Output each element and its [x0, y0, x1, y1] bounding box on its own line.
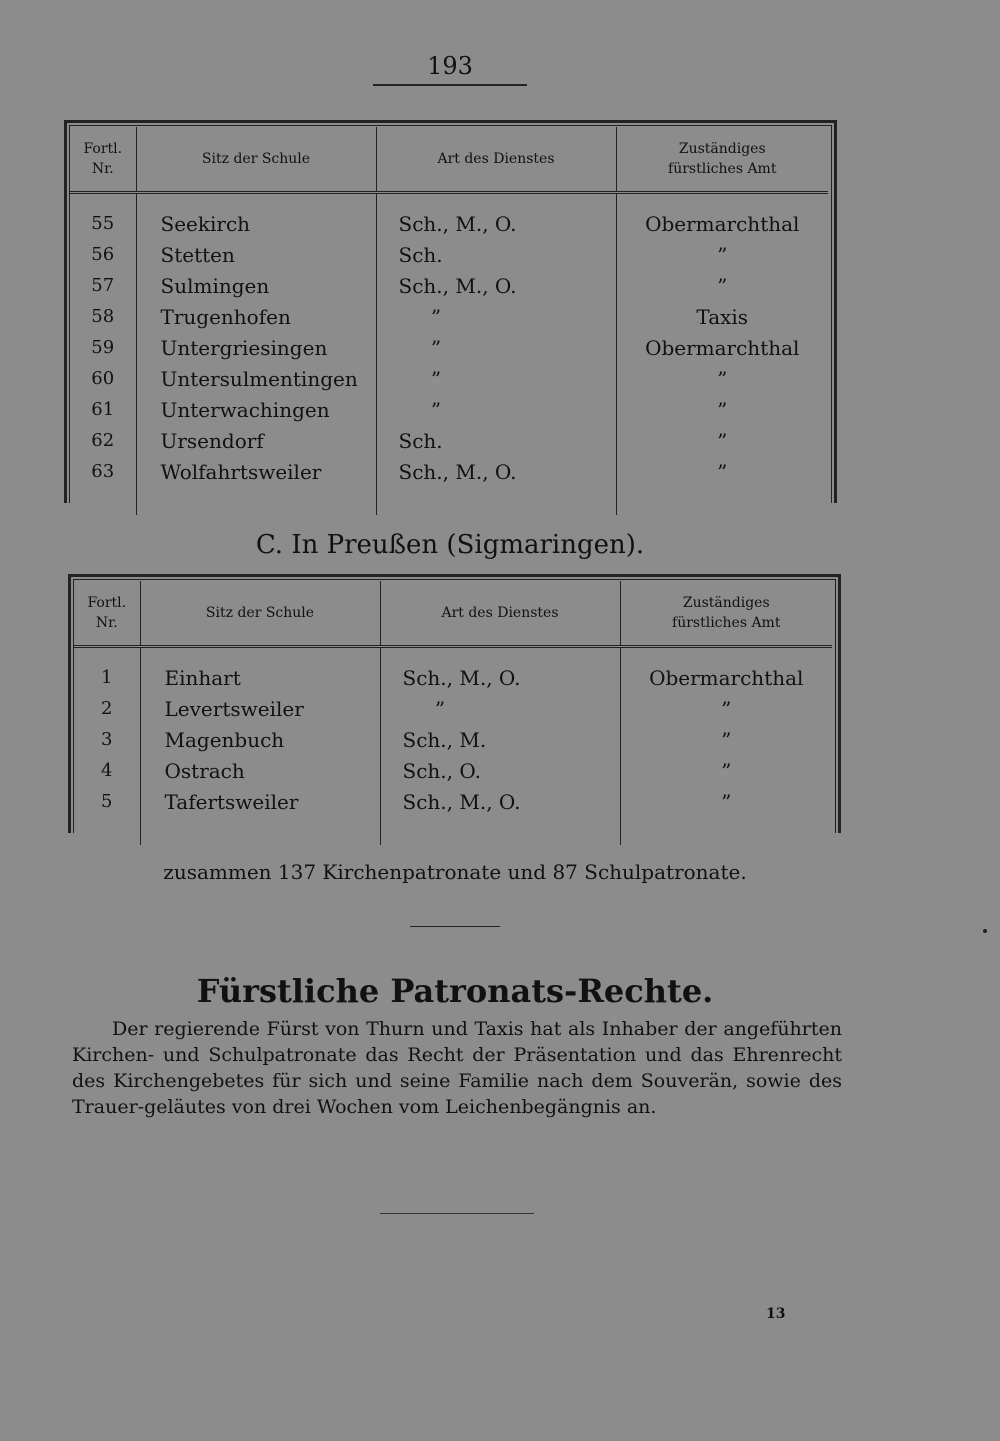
table-row: [70, 193, 828, 240]
table-filler-row: [74, 817, 832, 845]
header-amt: [620, 581, 832, 647]
header-nr: [70, 127, 136, 193]
row-number: 63: [91, 461, 115, 482]
school-location: Ursendorf: [136, 425, 376, 456]
header-sitz: Sitz der Schule: [140, 581, 380, 647]
empty-cell: [70, 487, 136, 515]
table-row: [74, 693, 832, 724]
responsible-office: ”: [616, 270, 828, 301]
responsible-office: Obermarchthal: [620, 647, 832, 694]
header-nr-line2: Nr.: [95, 615, 118, 631]
header-art: Art des Dienstes: [376, 127, 616, 193]
service-type: Sch.: [376, 425, 616, 456]
table2: [74, 581, 832, 845]
signature-mark: 13: [766, 1306, 786, 1322]
table-row: [70, 425, 828, 456]
table1: [70, 127, 828, 515]
service-type: Sch., M., O.: [376, 193, 616, 240]
page-number: 193: [427, 52, 473, 80]
row-number: 1: [101, 667, 113, 688]
table-row: [70, 270, 828, 301]
row-number: 61: [91, 399, 115, 420]
empty-cell: [74, 817, 140, 845]
row-number: 58: [91, 306, 115, 327]
service-type: ”: [376, 332, 616, 363]
responsible-office: ”: [616, 456, 828, 487]
empty-cell: [376, 487, 616, 515]
row-number: 5: [101, 791, 113, 812]
header-amt-line2: fürstliches Amt: [668, 161, 777, 177]
row-number: 56: [91, 244, 115, 265]
page-number-rule: [373, 84, 527, 86]
table-row: [70, 456, 828, 487]
school-location: Stetten: [136, 239, 376, 270]
table-row: [74, 724, 832, 755]
margin-mark: [983, 929, 987, 933]
empty-cell: [136, 487, 376, 515]
header-amt-line2: fürstliches Amt: [672, 615, 781, 631]
empty-cell: [140, 817, 380, 845]
service-type: ”: [376, 301, 616, 332]
table-row: [70, 239, 828, 270]
school-location: Ostrach: [140, 755, 380, 786]
empty-cell: [620, 817, 832, 845]
header-sitz: Sitz der Schule: [136, 127, 376, 193]
empty-cell: [616, 487, 828, 515]
row-number: 3: [101, 729, 113, 750]
table-row: [74, 647, 832, 694]
row-number: 2: [101, 698, 113, 719]
service-type: Sch., M., O.: [380, 786, 620, 817]
responsible-office: ”: [616, 363, 828, 394]
school-location: Trugenhofen: [136, 301, 376, 332]
bottom-rule: [380, 1213, 534, 1214]
summary-line: zusammen 137 Kirchenpatronate und 87 Schulpatronate.: [163, 860, 747, 884]
table-row: [70, 301, 828, 332]
header-nr-line1: Fortl.: [83, 141, 123, 157]
table-row: [70, 363, 828, 394]
responsible-office: Obermarchthal: [616, 332, 828, 363]
row-number: 59: [91, 337, 115, 358]
service-type: Sch.: [376, 239, 616, 270]
header-amt: [616, 127, 828, 193]
school-location: Seekirch: [136, 193, 376, 240]
responsible-office: ”: [616, 425, 828, 456]
responsible-office: Taxis: [616, 301, 828, 332]
row-number: 55: [91, 213, 115, 234]
responsible-office: ”: [616, 239, 828, 270]
school-location: Magenbuch: [140, 724, 380, 755]
responsible-office: ”: [620, 755, 832, 786]
table-row: [74, 786, 832, 817]
row-number: 60: [91, 368, 115, 389]
header-amt-line1: Zuständiges: [678, 141, 766, 157]
responsible-office: ”: [620, 786, 832, 817]
school-location: Einhart: [140, 647, 380, 694]
section-title: Fürstliche Patronats-Rechte.: [196, 972, 714, 1010]
header-nr-line2: Nr.: [91, 161, 114, 177]
table-row: [74, 755, 832, 786]
table-filler-row: [70, 487, 828, 515]
table-row: [70, 394, 828, 425]
row-number: 4: [101, 760, 113, 781]
responsible-office: Obermarchthal: [616, 193, 828, 240]
row-number: 57: [91, 275, 115, 296]
row-number: 62: [91, 430, 115, 451]
table2-header-row: [74, 581, 832, 647]
school-location: Levertsweiler: [140, 693, 380, 724]
service-type: Sch., M., O.: [376, 270, 616, 301]
school-location: Sulmingen: [136, 270, 376, 301]
table-row: [70, 332, 828, 363]
header-art: Art des Dienstes: [380, 581, 620, 647]
service-type: Sch., M., O.: [376, 456, 616, 487]
service-type: ”: [376, 394, 616, 425]
header-nr-line1: Fortl.: [87, 595, 127, 611]
header-nr: [74, 581, 140, 647]
school-location: Untergriesingen: [136, 332, 376, 363]
header-amt-line1: Zuständiges: [682, 595, 770, 611]
school-location: Wolfahrtsweiler: [136, 456, 376, 487]
table1-header-row: [70, 127, 828, 193]
section-heading: C. In Preußen (Sigmaringen).: [255, 530, 645, 560]
service-type: Sch., O.: [380, 755, 620, 786]
school-location: Untersulmentingen: [136, 363, 376, 394]
school-location: Unterwachingen: [136, 394, 376, 425]
service-type: Sch., M.: [380, 724, 620, 755]
service-type: ”: [380, 693, 620, 724]
service-type: Sch., M., O.: [380, 647, 620, 694]
responsible-office: ”: [620, 693, 832, 724]
separator-rule: [410, 926, 500, 927]
responsible-office: ”: [616, 394, 828, 425]
body-paragraph: Der regierende Fürst von Thurn und Taxis hat als Inhaber der angeführten Kirchen- und Schulpatronate das Recht der Präsentation und das Ehrenrecht des Kirchengebetes für sich und seine Familie nach dem Souverän, sowie des Trauer-geläutes von drei Wochen vom Leichenbegängnis an.: [72, 1018, 842, 1118]
empty-cell: [380, 817, 620, 845]
service-type: ”: [376, 363, 616, 394]
school-location: Tafertsweiler: [140, 786, 380, 817]
responsible-office: ”: [620, 724, 832, 755]
